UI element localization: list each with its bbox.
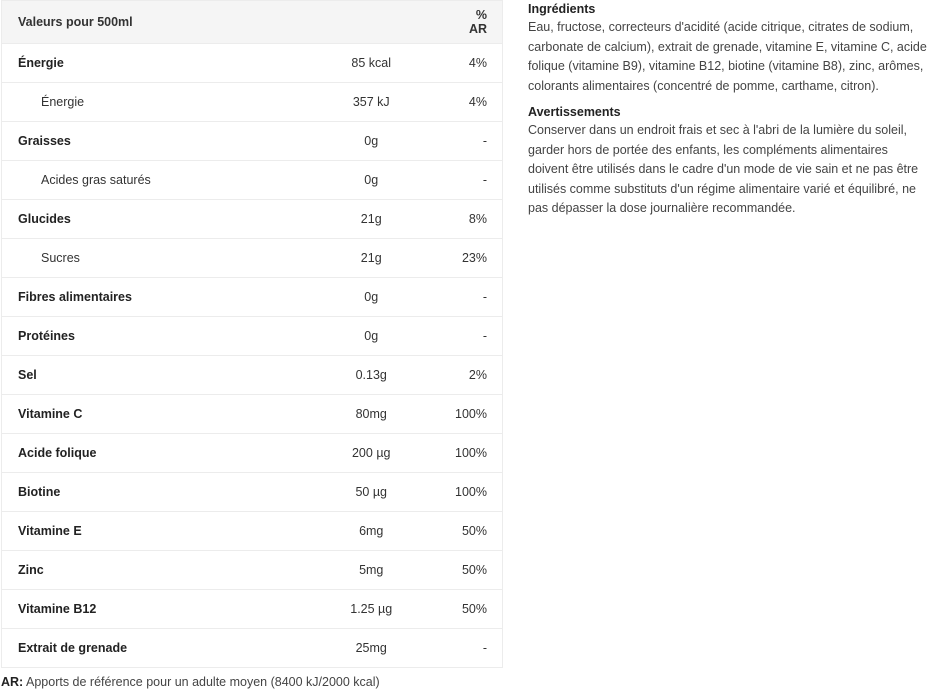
warnings-text: Conserver dans un endroit frais et sec à l'abri de la lumière du soleil, garder hors de portée des enfants, les compléments alimentaires doivent être utilisés dans le cadre d'un mode de vie sain et ne pas être utilisés comme substituts d'un régime alimentaire varié et équilibré, ne pas dépasser la dose journalière recommandée.: [528, 123, 919, 215]
row-amount: 0g: [287, 317, 455, 356]
nutrition-table: [1, 0, 503, 668]
row-amount: 21g: [287, 200, 455, 239]
row-amount: 200 µg: [287, 434, 455, 473]
row-amount: 50 µg: [287, 473, 455, 512]
row-nutrient-name: Vitamine C: [2, 395, 288, 434]
row-nutrient-name: Glucides: [2, 200, 288, 239]
table-body: [2, 44, 503, 668]
row-nutrient-name: Graisses: [2, 122, 288, 161]
row-ar-percent: 23%: [455, 239, 502, 278]
warnings-title: Avertissements: [528, 105, 621, 119]
row-nutrient-name: Extrait de grenade: [2, 629, 288, 668]
table-row: [2, 161, 503, 200]
row-ar-percent: 4%: [455, 83, 502, 122]
table-row: [2, 356, 503, 395]
row-ar-percent: 100%: [455, 395, 502, 434]
row-nutrient-name: Sucres: [2, 239, 288, 278]
row-nutrient-name: Fibres alimentaires: [2, 278, 288, 317]
ingredients-text: Eau, fructose, correcteurs d'acidité (acide citrique, citrates de sodium, carbonate de calcium), extrait de grenade, vitamine E, vitamine C, acide folique (vitamine B9), vitamine B12, biotine (vitamine B8), zinc, arômes, colorants alimentaires (concentré de pomme, carthame, citron).: [528, 20, 927, 93]
row-ar-percent: -: [455, 317, 502, 356]
row-ar-percent: 100%: [455, 434, 502, 473]
row-ar-percent: 50%: [455, 512, 502, 551]
table-row: [2, 83, 503, 122]
row-amount: 5mg: [287, 551, 455, 590]
row-amount: 1.25 µg: [287, 590, 455, 629]
table-header-row: [2, 1, 503, 44]
header-amount: [287, 1, 455, 44]
side-info: [528, 1, 928, 227]
row-ar-percent: 4%: [455, 44, 502, 83]
row-nutrient-name: Sel: [2, 356, 288, 395]
row-nutrient-name: Protéines: [2, 317, 288, 356]
row-ar-percent: 100%: [455, 473, 502, 512]
table-row: [2, 629, 503, 668]
row-nutrient-name: Biotine: [2, 473, 288, 512]
table-row: [2, 317, 503, 356]
footnote-text: Apports de référence pour un adulte moyen (8400 kJ/2000 kcal): [23, 675, 380, 689]
ingredients-title: Ingrédients: [528, 2, 596, 16]
row-ar-percent: -: [455, 161, 502, 200]
row-amount: 21g: [287, 239, 455, 278]
table-row: [2, 278, 503, 317]
row-ar-percent: -: [455, 122, 502, 161]
row-amount: 357 kJ: [287, 83, 455, 122]
row-nutrient-name: Énergie: [2, 83, 288, 122]
row-nutrient-name: Zinc: [2, 551, 288, 590]
table-row: [2, 122, 503, 161]
header-ar: % AR: [455, 1, 502, 44]
table-row: [2, 590, 503, 629]
table-row: [2, 239, 503, 278]
row-ar-percent: 2%: [455, 356, 502, 395]
row-nutrient-name: Énergie: [2, 44, 288, 83]
row-amount: 85 kcal: [287, 44, 455, 83]
table-row: [2, 473, 503, 512]
row-ar-percent: 50%: [455, 551, 502, 590]
row-amount: 6mg: [287, 512, 455, 551]
row-nutrient-name: Vitamine B12: [2, 590, 288, 629]
table-row: [2, 551, 503, 590]
footnote: [1, 675, 380, 689]
row-nutrient-name: Vitamine E: [2, 512, 288, 551]
row-nutrient-name: Acides gras saturés: [2, 161, 288, 200]
row-nutrient-name: Acide folique: [2, 434, 288, 473]
row-amount: 0g: [287, 278, 455, 317]
row-amount: 0g: [287, 122, 455, 161]
table-row: [2, 512, 503, 551]
row-amount: 0g: [287, 161, 455, 200]
table-row: [2, 44, 503, 83]
row-ar-percent: 50%: [455, 590, 502, 629]
row-ar-percent: 8%: [455, 200, 502, 239]
table-row: [2, 200, 503, 239]
row-amount: 25mg: [287, 629, 455, 668]
row-amount: 80mg: [287, 395, 455, 434]
footnote-label: AR:: [1, 675, 24, 689]
table-row: [2, 395, 503, 434]
header-name: Valeurs pour 500ml: [2, 1, 288, 44]
table-row: [2, 434, 503, 473]
row-ar-percent: -: [455, 278, 502, 317]
row-ar-percent: -: [455, 629, 502, 668]
row-amount: 0.13g: [287, 356, 455, 395]
